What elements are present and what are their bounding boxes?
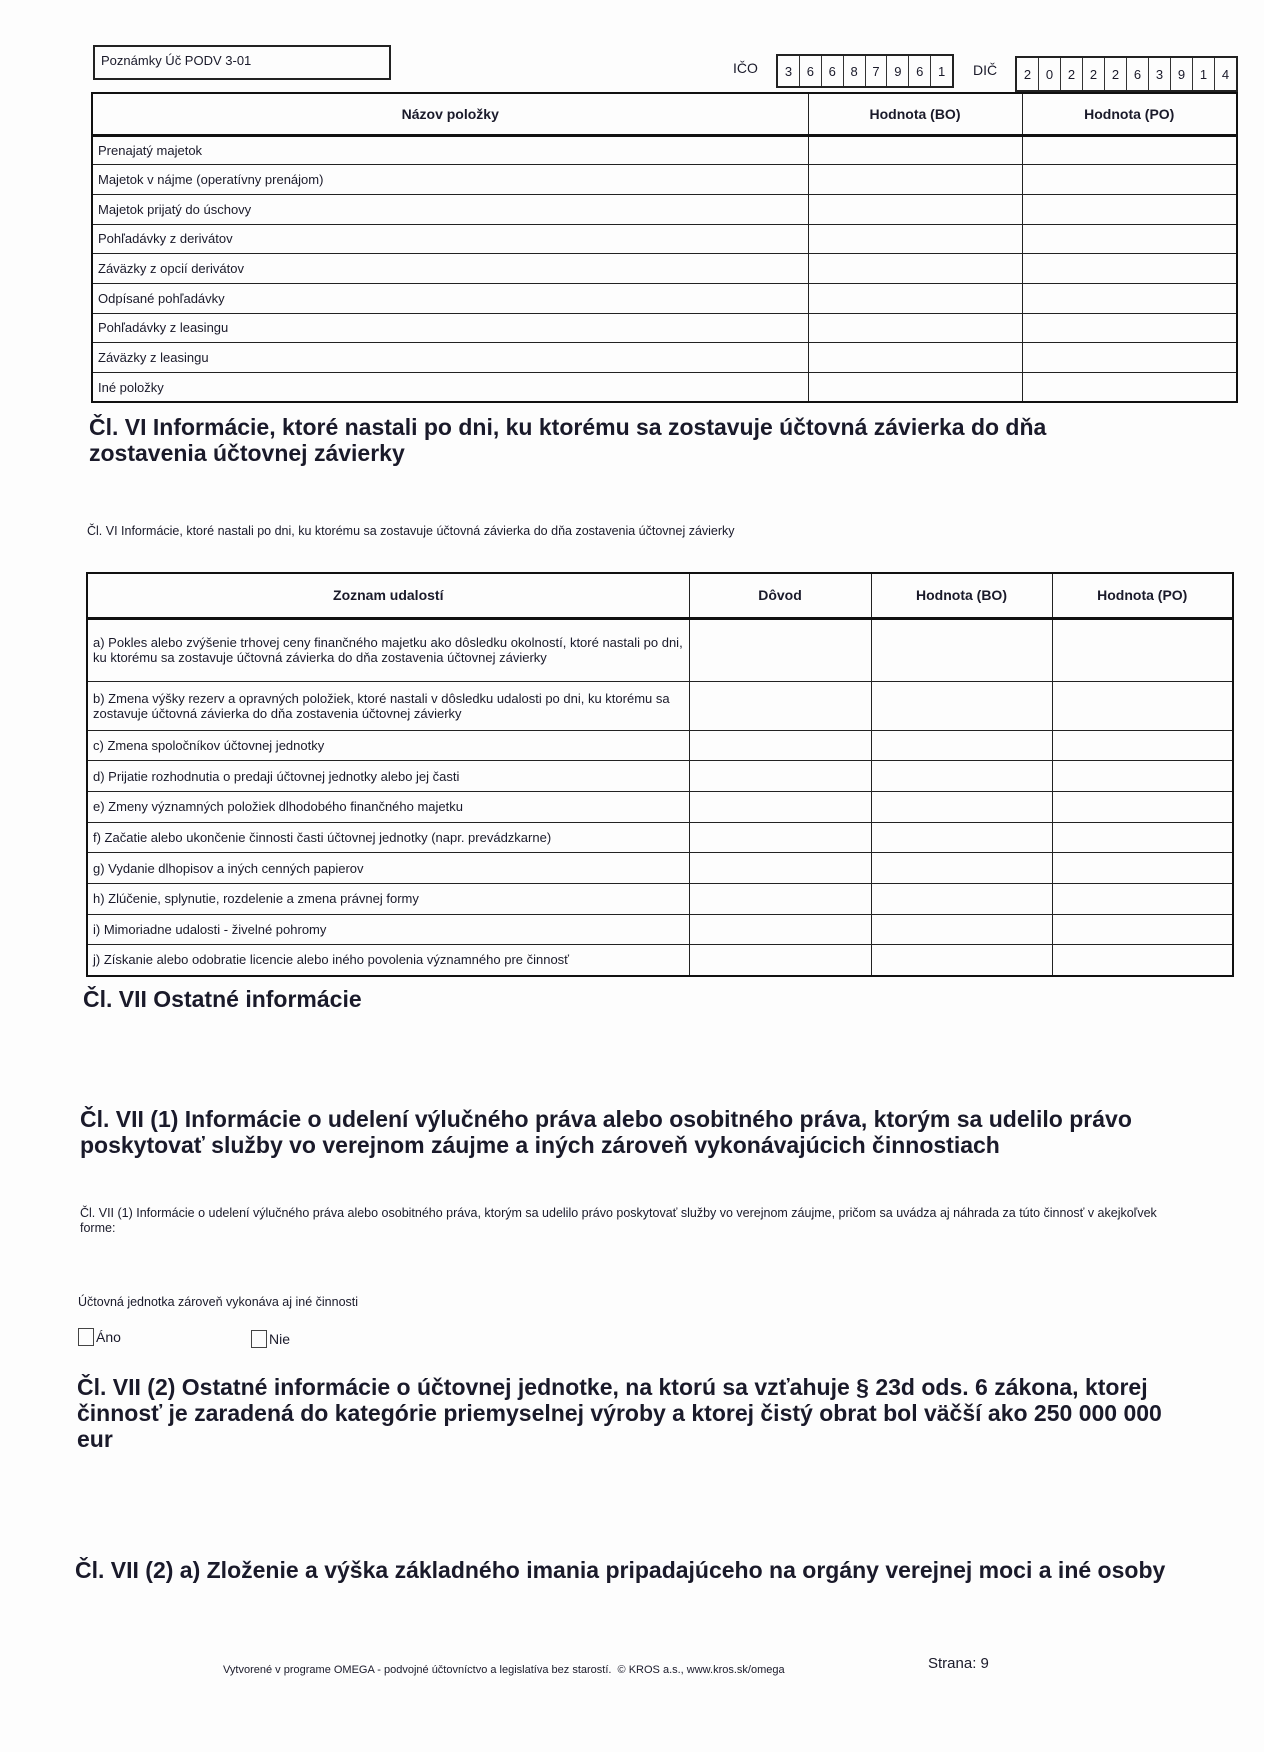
reason-cell[interactable] [689, 618, 871, 681]
reason-cell[interactable] [689, 681, 871, 730]
value-po-cell[interactable] [1052, 883, 1233, 914]
yes-label: Áno [96, 1329, 121, 1345]
table-row [87, 853, 1233, 884]
section-vii-1-text: Čl. VII (1) Informácie o udelení výlučného práva alebo osobitného práva, ktorým sa udelilo právo poskytovať služby vo verejnom záujme, pričom sa uvádza aj náhrada za túto činnosť v akejkoľvek forme: [80, 1206, 1157, 1235]
off-balance-table [91, 92, 1238, 403]
digit-cell: 9 [887, 56, 909, 86]
digit-cell: 6 [909, 56, 931, 86]
value-bo-cell[interactable] [871, 945, 1052, 976]
digit-cell: 0 [1039, 58, 1061, 90]
col-header-po: Hodnota (PO) [1022, 93, 1237, 135]
item-name: Pohľadávky z derivátov [92, 224, 808, 254]
dic-field [1015, 56, 1238, 92]
value-po-cell[interactable] [1052, 914, 1233, 945]
table-row [92, 135, 1237, 165]
table-row [92, 194, 1237, 224]
form-title: Poznámky Úč PODV 3-01 [101, 53, 252, 68]
table-row [92, 283, 1237, 313]
value-po-cell[interactable] [1022, 313, 1237, 343]
reason-cell[interactable] [689, 791, 871, 822]
digit-cell: 3 [1149, 58, 1171, 90]
value-po-cell[interactable] [1022, 254, 1237, 284]
digit-cell: 1 [1193, 58, 1215, 90]
value-bo-cell[interactable] [871, 914, 1052, 945]
table-row [87, 822, 1233, 853]
ico-label: IČO [733, 60, 758, 76]
value-bo-cell[interactable] [808, 283, 1022, 313]
col-header-events: Zoznam udalostí [87, 573, 689, 618]
item-name: Záväzky z opcií derivátov [92, 254, 808, 284]
value-po-cell[interactable] [1022, 283, 1237, 313]
dic-label: DIČ [973, 62, 998, 78]
value-bo-cell[interactable] [808, 135, 1022, 165]
table-row [87, 883, 1233, 914]
table-row [92, 313, 1237, 343]
item-name: Prenajatý majetok [92, 135, 808, 165]
table-row [87, 730, 1233, 761]
table-row [87, 681, 1233, 730]
table-row [92, 165, 1237, 195]
event-name: c) Zmena spoločníkov účtovnej jednotky [87, 730, 689, 761]
table-row [87, 618, 1233, 681]
digit-cell: 6 [822, 56, 844, 86]
event-name: i) Mimoriadne udalosti - živelné pohromy [87, 914, 689, 945]
event-name: a) Pokles alebo zvýšenie trhovej ceny finančného majetku ako dôsledku okolností, ktoré nastali po dni, ku ktorému sa zostavuje účtovná závierka do dňa zostavenia účtovnej závierky [87, 618, 689, 681]
footer-credit: Vytvorené v programe OMEGA - podvojné účtovníctvo a legislatíva bez starostí. © KROS a.s., www.kros.sk/omega [223, 1664, 785, 1676]
value-po-cell[interactable] [1052, 853, 1233, 884]
digit-cell: 7 [866, 56, 888, 86]
item-name: Záväzky z leasingu [92, 343, 808, 373]
item-name: Iné položky [92, 373, 808, 403]
digit-cell: 6 [800, 56, 822, 86]
value-bo-cell[interactable] [808, 194, 1022, 224]
digit-cell: 2 [1105, 58, 1127, 90]
value-po-cell[interactable] [1052, 730, 1233, 761]
digit-cell: 2 [1017, 58, 1039, 90]
value-po-cell[interactable] [1052, 822, 1233, 853]
value-po-cell[interactable] [1052, 618, 1233, 681]
value-po-cell[interactable] [1052, 761, 1233, 792]
col-header-name: Názov položky [92, 93, 808, 135]
reason-cell[interactable] [689, 822, 871, 853]
value-bo-cell[interactable] [871, 730, 1052, 761]
value-bo-cell[interactable] [871, 761, 1052, 792]
value-bo-cell[interactable] [871, 883, 1052, 914]
value-po-cell[interactable] [1022, 194, 1237, 224]
value-bo-cell[interactable] [871, 791, 1052, 822]
value-po-cell[interactable] [1022, 165, 1237, 195]
value-po-cell[interactable] [1022, 373, 1237, 403]
ico-field [776, 54, 954, 88]
value-po-cell[interactable] [1022, 135, 1237, 165]
table-row [87, 914, 1233, 945]
value-bo-cell[interactable] [871, 853, 1052, 884]
events-table [86, 572, 1234, 977]
item-name: Odpísané pohľadávky [92, 283, 808, 313]
table-row [92, 224, 1237, 254]
event-name: g) Vydanie dlhopisov a iných cenných papierov [87, 853, 689, 884]
col-header-reason: Dôvod [689, 573, 871, 618]
col-header-bo: Hodnota (BO) [871, 573, 1052, 618]
digit-cell: 3 [778, 56, 800, 86]
yes-checkbox[interactable] [78, 1328, 94, 1346]
col-header-po: Hodnota (PO) [1052, 573, 1233, 618]
section-vii-2-heading: Čl. VII (2) Ostatné informácie o účtovnej jednotke, na ktorú sa vzťahuje § 23d ods. 6 zákona, ktorej činnosť je zaradená do kategórie priemyselnej výroby a ktorej čistý obrat bol väčší ako 250 000 000 eur [77, 1374, 1162, 1452]
event-name: e) Zmeny významných položiek dlhodobého finančného majetku [87, 791, 689, 822]
no-checkbox[interactable] [251, 1330, 267, 1348]
table-row [92, 254, 1237, 284]
table-row [87, 791, 1233, 822]
value-bo-cell[interactable] [871, 618, 1052, 681]
value-po-cell[interactable] [1052, 945, 1233, 976]
item-name: Pohľadávky z leasingu [92, 313, 808, 343]
form-title-box [93, 45, 391, 80]
value-bo-cell[interactable] [808, 343, 1022, 373]
section-vii-1-heading: Čl. VII (1) Informácie o udelení výlučného práva alebo osobitného práva, ktorým sa udelilo právo poskytovať služby vo verejnom záujme a iných zároveň vykonávajúcich činnostiach [80, 1106, 1132, 1158]
digit-cell: 2 [1083, 58, 1105, 90]
event-name: b) Zmena výšky rezerv a opravných položiek, ktoré nastali v dôsledku udalosti po dni, ku ktorému sa zostavuje účtovná závierka do dňa zostavenia účtovnej závierky [87, 681, 689, 730]
section-vii-2a-heading: Čl. VII (2) a) Zloženie a výška základného imania pripadajúceho na orgány verejnej moci a iné osoby [75, 1557, 1166, 1583]
reason-cell[interactable] [689, 914, 871, 945]
digit-cell: 1 [937, 63, 946, 79]
section-vii-heading: Čl. VII Ostatné informácie [83, 986, 362, 1012]
value-bo-cell[interactable] [808, 373, 1022, 403]
page-number: Strana: 9 [928, 1655, 989, 1672]
section-vi-heading: Čl. VI Informácie, ktoré nastali po dni, ku ktorému sa zostavuje účtovná závierka do dňa zostavenia účtovnej závierky [89, 414, 1047, 466]
digit-cell: 2 [1061, 58, 1083, 90]
value-bo-cell[interactable] [808, 254, 1022, 284]
reason-cell[interactable] [689, 853, 871, 884]
value-bo-cell[interactable] [871, 681, 1052, 730]
value-bo-cell[interactable] [808, 224, 1022, 254]
value-po-cell[interactable] [1022, 224, 1237, 254]
digit-cell: 8 [844, 56, 866, 86]
col-header-bo: Hodnota (BO) [808, 93, 1022, 135]
event-name: h) Zlúčenie, splynutie, rozdelenie a zmena právnej formy [87, 883, 689, 914]
table-row [92, 343, 1237, 373]
table-row [87, 761, 1233, 792]
section-vi-caption: Čl. VI Informácie, ktoré nastali po dni, ku ktorému sa zostavuje účtovná závierka do dňa zostavenia účtovnej závierky [87, 524, 735, 538]
reason-cell[interactable] [689, 883, 871, 914]
value-bo-cell[interactable] [808, 165, 1022, 195]
reason-cell[interactable] [689, 945, 871, 976]
item-name: Majetok prijatý do úschovy [92, 194, 808, 224]
digit-cell: 4 [1221, 66, 1230, 82]
reason-cell[interactable] [689, 730, 871, 761]
digit-cell: 9 [1171, 58, 1193, 90]
event-name: f) Začatie alebo ukončenie činnosti časti účtovnej jednotky (napr. prevádzkarne) [87, 822, 689, 853]
value-po-cell[interactable] [1052, 791, 1233, 822]
value-bo-cell[interactable] [808, 313, 1022, 343]
digit-cell: 6 [1127, 58, 1149, 90]
table-row [87, 945, 1233, 976]
other-activities-question: Účtovná jednotka zároveň vykonáva aj iné činnosti [78, 1295, 359, 1309]
option-no[interactable] [251, 1330, 290, 1348]
event-name: d) Prijatie rozhodnutia o predaji účtovnej jednotky alebo jej časti [87, 761, 689, 792]
no-label: Nie [269, 1331, 291, 1347]
value-po-cell[interactable] [1052, 681, 1233, 730]
table-row [92, 373, 1237, 403]
reason-cell[interactable] [689, 761, 871, 792]
item-name: Majetok v nájme (operatívny prenájom) [92, 165, 808, 195]
value-bo-cell[interactable] [871, 822, 1052, 853]
value-po-cell[interactable] [1022, 343, 1237, 373]
option-yes[interactable] [78, 1328, 121, 1346]
event-name: j) Získanie alebo odobratie licencie alebo iného povolenia významného pre činnosť [87, 945, 689, 976]
